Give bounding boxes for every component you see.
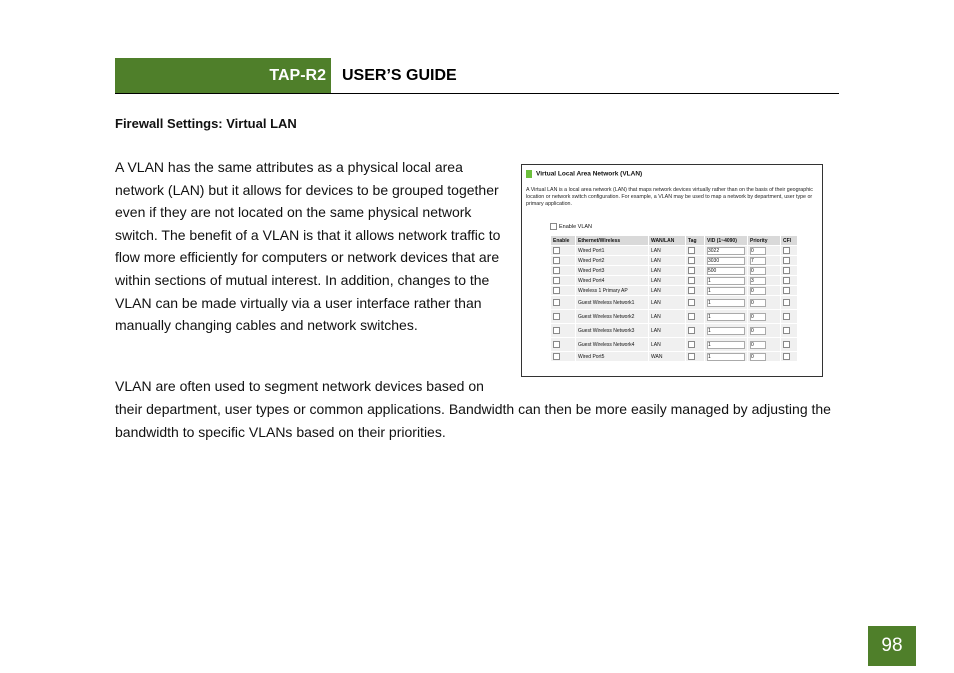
row-tag-checkbox[interactable]: [688, 327, 695, 334]
row-priority-select[interactable]: 3: [750, 277, 766, 285]
row-wan-lan: LAN: [649, 296, 686, 310]
row-port-name: Guest Wireless Network4: [576, 338, 649, 352]
row-tag-checkbox[interactable]: [688, 277, 695, 284]
row-wan-lan: WAN: [649, 352, 686, 362]
col-enable: Enable: [551, 236, 576, 246]
green-square-icon: [526, 170, 532, 178]
row-vid-cell: [705, 266, 748, 276]
row-priority-select[interactable]: 0: [750, 353, 766, 361]
enable-vlan-label: Enable VLAN: [559, 223, 593, 230]
row-port-name: Wired Port4: [576, 276, 649, 286]
row-tag-checkbox[interactable]: [688, 257, 695, 264]
vlan-table-row: [551, 286, 798, 296]
row-port-name: Wired Port2: [576, 256, 649, 266]
row-cfi-cell: [781, 338, 798, 352]
col-vid: VID (1~4090): [705, 236, 748, 246]
row-cfi-cell: [781, 246, 798, 256]
row-vid-input[interactable]: 1: [707, 327, 745, 335]
row-priority-select[interactable]: 0: [750, 299, 766, 307]
row-enable-cell: [551, 286, 576, 296]
row-enable-cell: [551, 246, 576, 256]
vlan-screenshot: [521, 164, 823, 377]
body-paragraph-2-line-1: VLAN are often used to segment network devices based on: [115, 378, 484, 394]
row-cfi-cell: [781, 352, 798, 362]
vlan-table-row: [551, 338, 798, 352]
row-cfi-cell: [781, 256, 798, 266]
row-tag-checkbox[interactable]: [688, 299, 695, 306]
row-wan-lan: LAN: [649, 324, 686, 338]
vlan-title-text: Virtual Local Area Network (VLAN): [536, 170, 643, 178]
vlan-description: A Virtual LAN is a local area network (LAN) that maps network devices virtually rather than on the basis of their geographic location or network switch configuration. For example, a VLAN may be used to map a network by department, user type or primary application.: [526, 187, 813, 207]
vlan-table-row: [551, 324, 798, 338]
row-enable-checkbox[interactable]: [553, 327, 560, 334]
row-enable-checkbox[interactable]: [553, 267, 560, 274]
vlan-table-row: [551, 296, 798, 310]
row-vid-input[interactable]: 3022: [707, 247, 745, 255]
header-product-name: TAP-R2: [269, 67, 326, 84]
row-tag-cell: [686, 286, 705, 296]
row-priority-select[interactable]: 0: [750, 313, 766, 321]
row-wan-lan: LAN: [649, 286, 686, 296]
row-tag-cell: [686, 246, 705, 256]
row-priority-select[interactable]: 7: [750, 257, 766, 265]
row-enable-checkbox[interactable]: [553, 299, 560, 306]
row-priority-cell: [748, 286, 781, 296]
row-enable-checkbox[interactable]: [553, 353, 560, 360]
enable-vlan-checkbox[interactable]: [550, 223, 557, 230]
row-cfi-checkbox[interactable]: [783, 277, 790, 284]
row-vid-input[interactable]: 1: [707, 341, 745, 349]
row-priority-select[interactable]: 0: [750, 341, 766, 349]
row-priority-cell: [748, 310, 781, 324]
row-tag-checkbox[interactable]: [688, 247, 695, 254]
row-tag-cell: [686, 324, 705, 338]
row-enable-cell: [551, 324, 576, 338]
row-vid-cell: [705, 296, 748, 310]
row-vid-cell: [705, 256, 748, 266]
col-cfi: CFI: [781, 236, 798, 246]
row-port-name: Wired Port3: [576, 266, 649, 276]
row-enable-checkbox[interactable]: [553, 287, 560, 294]
row-priority-select[interactable]: 0: [750, 287, 766, 295]
row-cfi-checkbox[interactable]: [783, 313, 790, 320]
row-tag-cell: [686, 352, 705, 362]
row-vid-cell: [705, 310, 748, 324]
row-priority-select[interactable]: 0: [750, 247, 766, 255]
row-port-name: Guest Wireless Network2: [576, 310, 649, 324]
row-priority-cell: [748, 256, 781, 266]
row-tag-cell: [686, 256, 705, 266]
row-enable-checkbox[interactable]: [553, 313, 560, 320]
row-cfi-cell: [781, 276, 798, 286]
vlan-table-row: [551, 276, 798, 286]
row-tag-checkbox[interactable]: [688, 267, 695, 274]
row-tag-checkbox[interactable]: [688, 353, 695, 360]
vlan-table-row: [551, 246, 798, 256]
row-priority-cell: [748, 266, 781, 276]
row-vid-cell: [705, 246, 748, 256]
row-enable-cell: [551, 352, 576, 362]
enable-vlan-row: [550, 223, 592, 230]
col-ethernet-wireless: Ethernet/Wireless: [576, 236, 649, 246]
row-cfi-checkbox[interactable]: [783, 287, 790, 294]
row-enable-cell: [551, 338, 576, 352]
row-enable-checkbox[interactable]: [553, 257, 560, 264]
body-paragraph-1: A VLAN has the same attributes as a physical local area network (LAN) but it allows for devices to be grouped together even if they are not located on the same physical network switch. The benefit of a VLAN is that it allows network traffic to flow more efficiently for computers or network devices that are within sections of mutual interest. In addition, changes to the VLAN can be made virtually via a user interface rather than manually changing cables and network switches.: [115, 159, 501, 334]
row-port-name: Guest Wireless Network1: [576, 296, 649, 310]
row-priority-cell: [748, 246, 781, 256]
row-enable-cell: [551, 266, 576, 276]
col-priority: Priority: [748, 236, 781, 246]
row-cfi-checkbox[interactable]: [783, 353, 790, 360]
row-priority-cell: [748, 352, 781, 362]
section-heading: Firewall Settings: Virtual LAN: [115, 116, 297, 131]
vlan-table-header: [551, 236, 798, 246]
row-wan-lan: LAN: [649, 276, 686, 286]
row-vid-input[interactable]: 1: [707, 313, 745, 321]
row-priority-cell: [748, 324, 781, 338]
row-enable-cell: [551, 310, 576, 324]
row-tag-cell: [686, 276, 705, 286]
row-cfi-cell: [781, 324, 798, 338]
row-priority-cell: [748, 338, 781, 352]
row-cfi-checkbox[interactable]: [783, 341, 790, 348]
row-cfi-cell: [781, 266, 798, 276]
row-tag-cell: [686, 296, 705, 310]
row-wan-lan: LAN: [649, 338, 686, 352]
row-vid-cell: [705, 338, 748, 352]
row-cfi-checkbox[interactable]: [783, 267, 790, 274]
row-vid-input[interactable]: 3030: [707, 257, 745, 265]
row-wan-lan: LAN: [649, 266, 686, 276]
col-wan-lan: WAN/LAN: [649, 236, 686, 246]
row-priority-cell: [748, 276, 781, 286]
row-wan-lan: LAN: [649, 256, 686, 266]
row-port-name: Wired Port5: [576, 352, 649, 362]
row-vid-cell: [705, 276, 748, 286]
row-port-name: Wireless 1 Primary AP: [576, 286, 649, 296]
row-cfi-cell: [781, 286, 798, 296]
row-priority-select[interactable]: 0: [750, 327, 766, 335]
row-cfi-checkbox[interactable]: [783, 299, 790, 306]
row-vid-input[interactable]: 1: [707, 353, 745, 361]
row-tag-cell: [686, 266, 705, 276]
row-cfi-checkbox[interactable]: [783, 247, 790, 254]
header-rule: [115, 93, 839, 94]
row-enable-checkbox[interactable]: [553, 247, 560, 254]
row-vid-input[interactable]: 500: [707, 267, 745, 275]
vlan-table-row: [551, 310, 798, 324]
row-enable-cell: [551, 256, 576, 266]
row-enable-checkbox[interactable]: [553, 341, 560, 348]
row-priority-cell: [748, 296, 781, 310]
vlan-table: [550, 235, 798, 362]
vlan-table-row: [551, 266, 798, 276]
row-tag-checkbox[interactable]: [688, 287, 695, 294]
row-wan-lan: LAN: [649, 246, 686, 256]
vlan-table-row: [551, 352, 798, 362]
row-tag-cell: [686, 310, 705, 324]
row-cfi-cell: [781, 310, 798, 324]
row-vid-cell: [705, 324, 748, 338]
row-cfi-checkbox[interactable]: [783, 257, 790, 264]
row-cfi-checkbox[interactable]: [783, 327, 790, 334]
row-vid-input[interactable]: 1: [707, 287, 745, 295]
row-enable-cell: [551, 276, 576, 286]
row-wan-lan: LAN: [649, 310, 686, 324]
row-tag-cell: [686, 338, 705, 352]
row-enable-cell: [551, 296, 576, 310]
vlan-table-row: [551, 256, 798, 266]
page-number: 98: [868, 626, 916, 666]
row-port-name: Wired Port1: [576, 246, 649, 256]
body-paragraph-2-rest: their department, user types or common applications. Bandwidth can then be more easily managed by adjusting the bandwidth to specific VLANs based on their priorities.: [115, 401, 831, 440]
row-vid-input[interactable]: 1: [707, 299, 745, 307]
header-guide-title: USER’S GUIDE: [342, 67, 457, 84]
row-tag-checkbox[interactable]: [688, 313, 695, 320]
row-cfi-cell: [781, 296, 798, 310]
row-vid-input[interactable]: 1: [707, 277, 745, 285]
vlan-screenshot-title: [526, 170, 642, 178]
row-enable-checkbox[interactable]: [553, 277, 560, 284]
row-tag-checkbox[interactable]: [688, 341, 695, 348]
row-port-name: Guest Wireless Network3: [576, 324, 649, 338]
row-vid-cell: [705, 286, 748, 296]
row-vid-cell: [705, 352, 748, 362]
col-tag: Tag: [686, 236, 705, 246]
row-priority-select[interactable]: 0: [750, 267, 766, 275]
